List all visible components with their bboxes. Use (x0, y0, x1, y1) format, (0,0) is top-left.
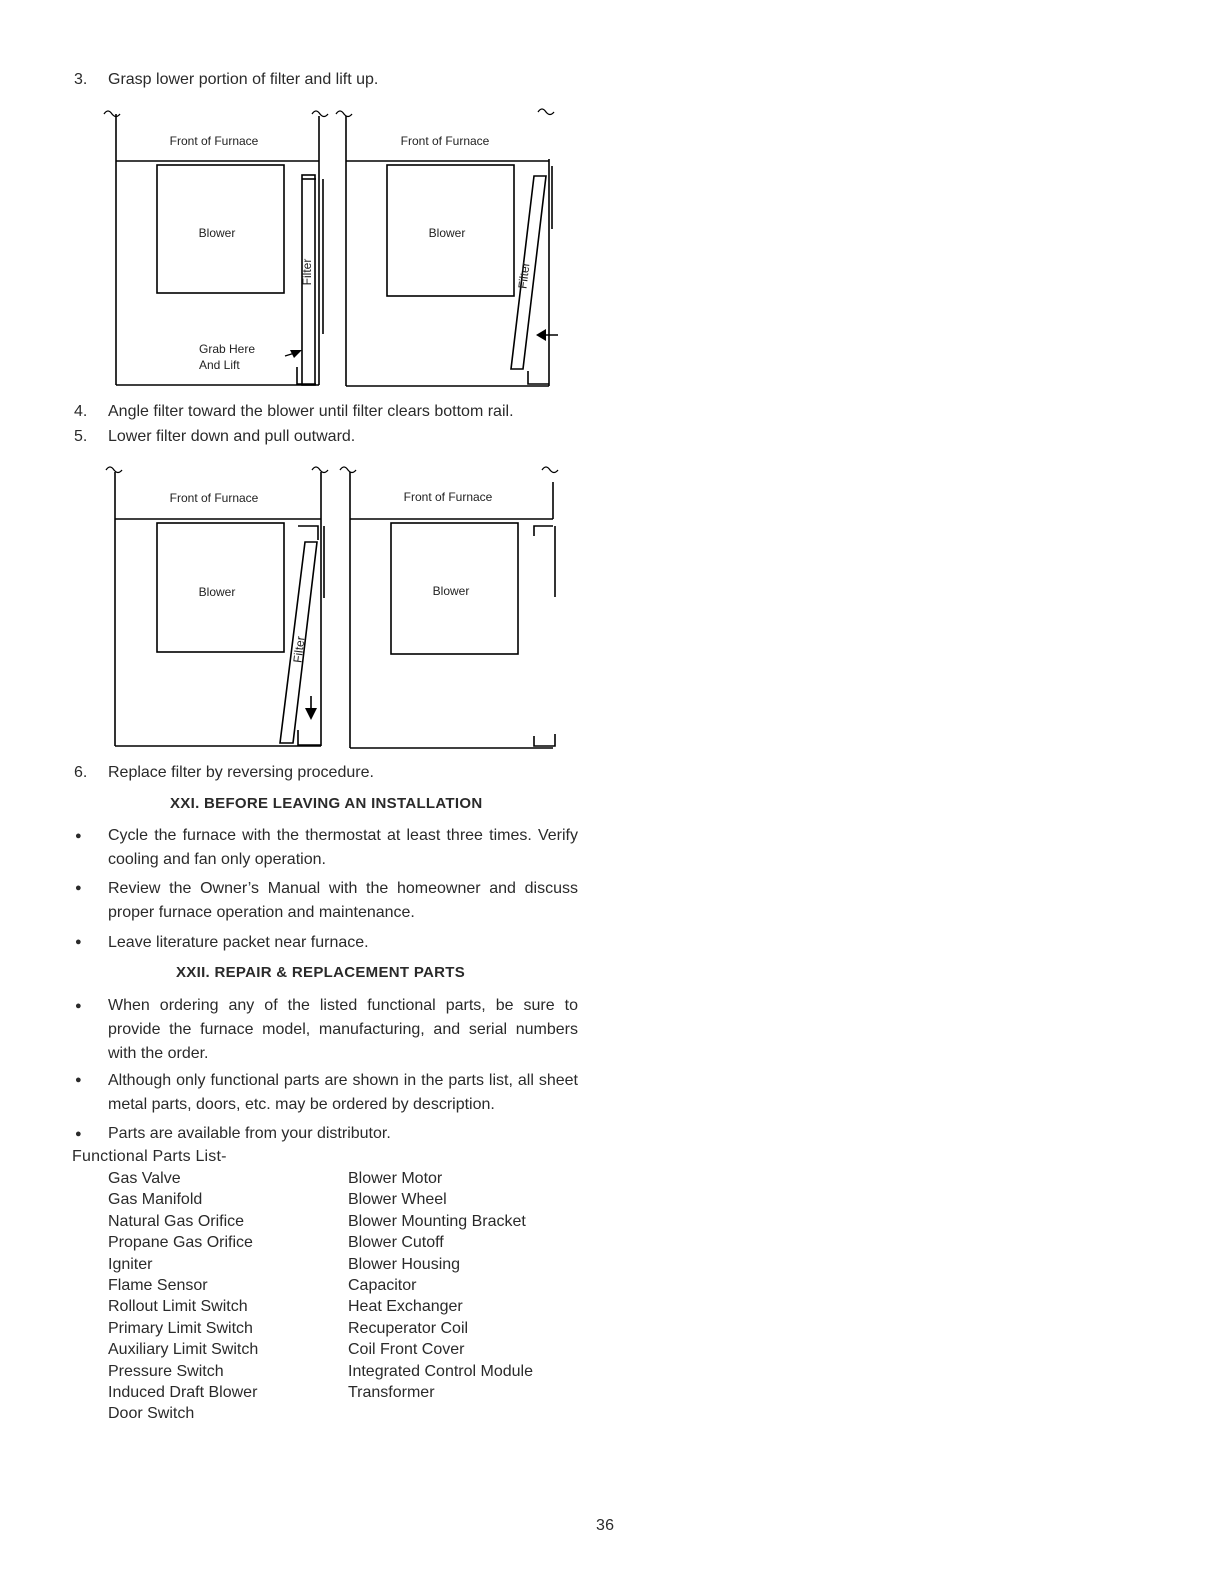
part-item: Transformer (348, 1384, 435, 1402)
part-item: Igniter (108, 1255, 153, 1273)
blower-label: Blower (428, 226, 466, 240)
step-number: 3. (74, 71, 88, 88)
push-arrow-icon (536, 329, 546, 341)
parts-list-right (348, 1168, 533, 1403)
bullet-text: When ordering any of the listed functional parts, be sure to provide the furnace model, manufacturing, and serial numbers with the order. (108, 997, 578, 1062)
part-item: Capacitor (348, 1277, 417, 1295)
front-of-furnace-label: Front of Furnace (169, 491, 259, 505)
part-item: Propane Gas Orifice (108, 1234, 253, 1252)
bullet-icon: ● (75, 1074, 82, 1086)
front-of-furnace-label: Front of Furnace (169, 134, 259, 148)
section-heading: XXII. REPAIR & REPLACEMENT PARTS (176, 964, 466, 981)
bullet-icon: ● (75, 936, 82, 948)
bullet-icon: ● (75, 1128, 82, 1140)
bullet-icon: ● (75, 830, 82, 842)
blower-label: Blower (198, 226, 236, 240)
part-item: Gas Manifold (108, 1191, 203, 1209)
section-heading: XXI. BEFORE LEAVING AN INSTALLATION (170, 795, 483, 812)
part-item: Blower Housing (348, 1255, 461, 1273)
part-item: Blower Cutoff (348, 1234, 444, 1252)
part-item: Blower Wheel (348, 1191, 447, 1209)
part-item: Blower Mounting Bracket (348, 1212, 526, 1230)
bullet-text: Although only functional parts are shown in the parts list, all sheet metal parts, doors, etc. may be ordered by description. (108, 1072, 578, 1113)
part-item: Auxiliary Limit Switch (108, 1341, 259, 1359)
part-item: Flame Sensor (108, 1277, 208, 1295)
part-item: Rollout Limit Switch (108, 1298, 248, 1316)
blower-label: Blower (198, 585, 236, 599)
bullet-text: Review the Owner’s Manual with the homeowner and discuss proper furnace operation and maintenance. (108, 880, 578, 921)
step-text: Grasp lower portion of filter and lift up. (108, 71, 379, 88)
filter-label: Filter (515, 261, 533, 290)
bullet-icon: ● (75, 1000, 82, 1012)
grab-here-label: Grab Here (199, 342, 256, 356)
bullet-text: Cycle the furnace with the thermostat at least three times. Verify cooling and fan only operation. (108, 827, 578, 868)
and-lift-label: And Lift (199, 358, 240, 372)
blower-label: Blower (432, 584, 470, 598)
part-item: Pressure Switch (108, 1362, 224, 1380)
step-text: Replace filter by reversing procedure. (108, 764, 374, 781)
front-of-furnace-label: Front of Furnace (400, 134, 490, 148)
part-item: Primary Limit Switch (108, 1319, 253, 1337)
bullet-icon: ● (75, 882, 82, 894)
step-number: 6. (74, 764, 88, 781)
part-item: Induced Draft Blower (108, 1384, 258, 1402)
part-item: Gas Valve (108, 1170, 181, 1187)
page-number: 36 (596, 1517, 615, 1534)
front-of-furnace-label: Front of Furnace (403, 490, 493, 504)
step-text: Angle filter toward the blower until filter clears bottom rail. (108, 403, 514, 420)
step-number: 4. (74, 403, 88, 420)
step-text: Lower filter down and pull outward. (108, 428, 356, 445)
part-item: Blower Motor (348, 1170, 443, 1187)
part-item: Heat Exchanger (348, 1298, 463, 1316)
part-item: Recuperator Coil (348, 1319, 469, 1337)
part-item: Coil Front Cover (348, 1341, 465, 1359)
bullet-text: Leave literature packet near furnace. (108, 934, 369, 951)
down-arrow-icon (305, 708, 317, 720)
part-item: Door Switch (108, 1405, 195, 1423)
filter-diagram-remove (100, 460, 570, 752)
parts-list-label: Functional Parts List- (72, 1148, 227, 1165)
bullet-text: Parts are available from your distributor. (108, 1125, 391, 1142)
part-item: Integrated Control Module (348, 1362, 533, 1380)
part-item: Natural Gas Orifice (108, 1212, 245, 1230)
parts-list-left (108, 1168, 258, 1425)
filter-diagram-lift (100, 104, 570, 394)
filter-label: Filter (300, 258, 314, 286)
filter-label: Filter (290, 635, 308, 664)
step-number: 5. (74, 428, 88, 445)
